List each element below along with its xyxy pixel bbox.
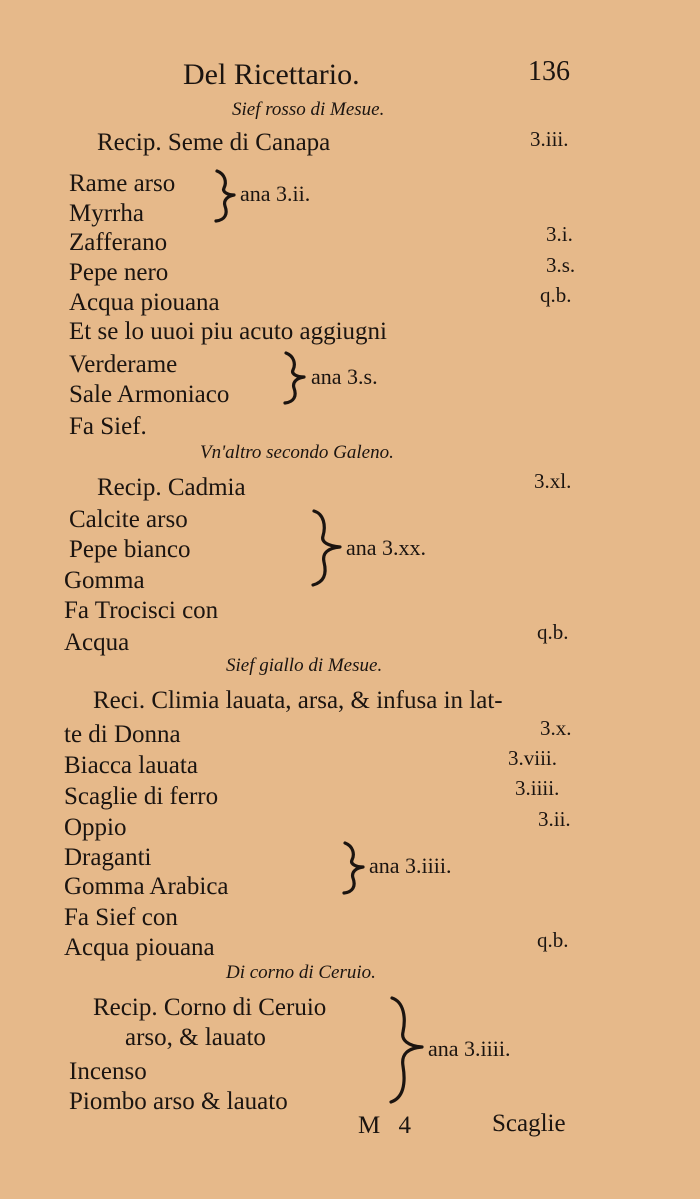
- bracket-brace: [213, 168, 239, 224]
- recipe-line: Draganti: [64, 844, 152, 871]
- recipe-line: Fa Sief.: [69, 413, 147, 440]
- bracket-label: ana 3.xx.: [346, 535, 427, 560]
- recipe-line: Recip. Corno di Ceruio: [93, 994, 327, 1021]
- recipe-line: Pepe bianco: [69, 536, 191, 563]
- recipe-line: Fa Trocisci con: [64, 597, 219, 624]
- section-heading: Sief rosso di Mesue.: [232, 99, 385, 120]
- recipe-line: te di Donna: [64, 721, 181, 748]
- bracket-label: ana 3.ii.: [240, 181, 311, 206]
- recipe-line: Zafferano: [69, 229, 168, 256]
- recipe-line: Recip. Seme di Canapa: [97, 129, 331, 156]
- running-title: Del Ricettario.: [183, 58, 360, 91]
- quantity: 3.iiii.: [515, 776, 560, 800]
- quantity: 3.xl.: [534, 469, 572, 493]
- section-heading: Di corno di Ceruio.: [226, 962, 376, 983]
- quantity: 3.i.: [546, 222, 573, 246]
- recipe-line: Verderame: [69, 351, 178, 378]
- recipe-line: Recip. Cadmia: [97, 474, 246, 501]
- recipe-line: Et se lo uuoi piu acuto aggiugni: [69, 318, 388, 345]
- bracket-brace: [282, 350, 310, 406]
- quantity: q.b.: [540, 283, 572, 307]
- quantity: 3.viii.: [508, 746, 558, 770]
- quantity: q.b.: [537, 620, 569, 644]
- recipe-line: Incenso: [69, 1058, 147, 1085]
- quantity: q.b.: [537, 928, 569, 952]
- bracket-brace: [310, 508, 346, 588]
- recipe-line: Pepe nero: [69, 259, 169, 286]
- signature-mark: M 4: [358, 1112, 411, 1139]
- section-heading: Vn'altro secondo Galeno.: [200, 442, 394, 463]
- bracket-brace: [341, 840, 369, 896]
- recipe-line: Biacca lauata: [64, 752, 198, 779]
- quantity: 3.s.: [546, 253, 576, 277]
- recipe-line: Acqua: [64, 629, 130, 656]
- recipe-line: Rame arso: [69, 170, 176, 197]
- section-heading: Sief giallo di Mesue.: [226, 655, 383, 676]
- quantity: 3.ii.: [538, 807, 571, 831]
- bracket-label: ana 3.iiii.: [428, 1036, 511, 1061]
- recipe-line: Reci. Climia lauata, arsa, & infusa in lat-: [93, 687, 503, 714]
- recipe-line: Piombo arso & lauato: [69, 1088, 288, 1115]
- bracket-label: ana 3.s.: [311, 364, 378, 389]
- bracket-brace: [388, 994, 428, 1106]
- recipe-line: Gomma: [64, 567, 145, 594]
- recipe-line: Gomma Arabica: [64, 873, 229, 900]
- quantity: 3.x.: [540, 716, 572, 740]
- recipe-line: Calcite arso: [69, 506, 188, 533]
- recipe-line: Fa Sief con: [64, 904, 178, 931]
- catchword: Scaglie: [492, 1110, 566, 1137]
- bracket-label: ana 3.iiii.: [369, 853, 452, 878]
- recipe-line: Acqua piouana: [69, 289, 220, 316]
- recipe-line: Acqua piouana: [64, 934, 215, 961]
- quantity: 3.iii.: [530, 127, 569, 151]
- recipe-line: arso, & lauato: [125, 1024, 266, 1051]
- recipe-line: Myrrha: [69, 200, 144, 227]
- page-number: 136: [528, 56, 570, 87]
- recipe-line: Scaglie di ferro: [64, 783, 219, 810]
- recipe-line: Oppio: [64, 814, 127, 841]
- recipe-line: Sale Armoniaco: [69, 381, 230, 408]
